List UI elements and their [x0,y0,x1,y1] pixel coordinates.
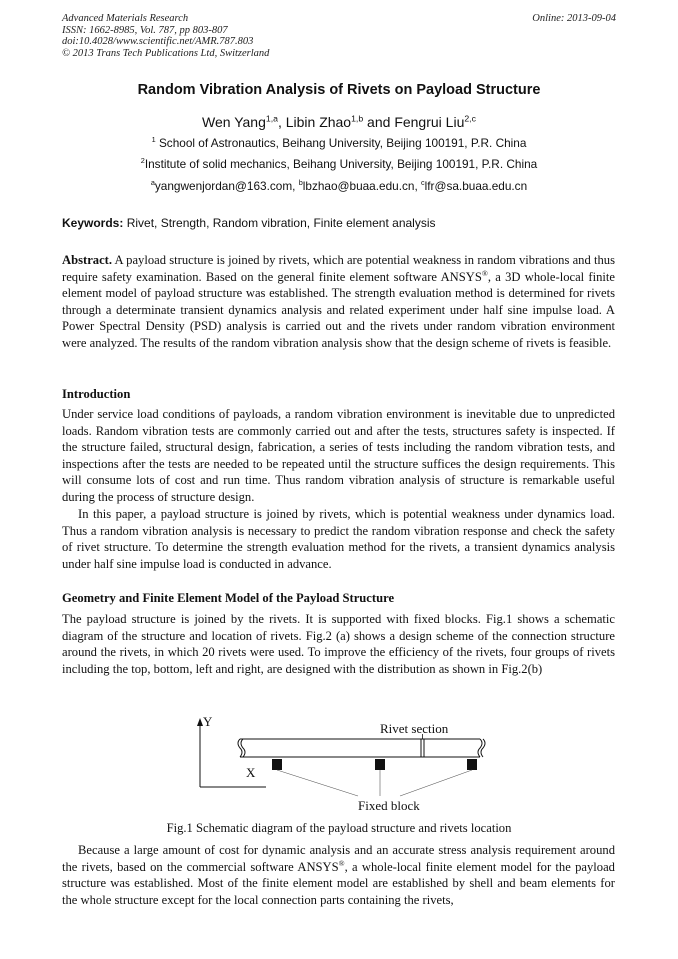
email-mark: a [150,178,155,188]
email-c: lfr@sa.buaa.edu.cn [424,179,528,193]
abstract-label: Abstract. [62,253,113,267]
fixed-block [375,759,385,770]
author-name: Fengrui Liu [394,114,465,130]
journal-header [62,13,269,59]
journal-copyright: © 2013 Trans Tech Publications Ltd, Switzerland [62,47,270,59]
figure-1-caption: Fig.1 Schematic diagram of the payload structure and rivets location [166,821,512,835]
section-heading-introduction: Introduction [62,387,131,401]
figure-1-diagram [188,712,498,816]
journal-doi: doi:10.4028/www.scientific.net/AMR.787.803 [62,36,254,47]
email-mark: c [421,178,425,188]
keywords-text: Rivet, Strength, Random vibration, Finite element analysis [123,216,436,230]
email-b: lbzhao@buaa.edu.cn, [302,179,421,193]
geometry-text-cont: , a whole-local finite element model for the payload structure was established. Most of the finite element model are established by shell and beam elements for the whole structure except for the local connection parts containing the rivets, [62,859,615,907]
author-name: Wen Yang [202,114,266,130]
y-axis-label: Y [203,714,213,729]
leader-line [277,770,358,796]
abstract-text: A payload structure is joined by rivets, which are potential weakness in random vibrations and thus require safety examination. Based on the general finite element software ANSYS [62,253,615,284]
keywords-label: Keywords: [62,216,124,230]
author-affiliation-mark: 2,c [464,113,476,124]
section-heading-geometry: Geometry and Finite Element Model of the Payload Structure [62,591,395,605]
email-a: yangwenjordan@163.com, [154,179,299,193]
x-axis-label: X [246,765,256,780]
intro-paragraph-1: Under service load conditions of payloads, a random vibration environment is inevitable due to unpredicted loads. Random vibration tests are commonly carried out and after the tests, structures safety is inspected. If the structure failed, structural design, fabrication, a series of tests including the random vibration tests, and inspections after the tests are needed to be repeated until the structure suffices the design requirements. This will consume lots of cost and run time. Thus random vibration analysis of structure is remarkable useful during the process of structure design. [62,407,615,504]
author-list [0,114,678,130]
geometry-text: Because a large amount of cost for dynamic analysis and an accurate stress analysis requirement around the rivets, based on the commercial software ANSYS [62,843,615,874]
affiliation-mark: 2 [140,156,145,166]
online-date: Online: 2013-09-04 [532,13,616,24]
abstract-text-cont: , a 3D whole-local finite element model of payload structure was established. The strength evaluation method is determined for rivets through a determinate transient dynamics analysis and related experiment under half sine impulse load. A Power Spectral Density (PSD) analysis is carried out and the rivets under random vibration environment were analyzed. The results of the random vibration analysis show that the design scheme of rivets is feasible. [62,269,615,350]
fixed-block-label: Fixed block [358,798,420,813]
affiliation-text: Institute of solid mechanics, Beihang University, Beijing 100191, P.R. China [144,157,538,171]
rivet-section-label: Rivet section [380,721,449,736]
affiliation-text: School of Astronautics, Beihang University, Beijing 100191, P.R. China [158,136,527,150]
leader-line [400,770,472,796]
geometry-paragraph-2 [62,842,615,908]
geometry-paragraph-1: The payload structure is joined by the rivets. It is supported with fixed blocks. Fig.1 shows a schematic diagram of the structure and location of rivets. Fig.2 (a) shows a design scheme of the connection structure around the rivets, in which 20 rivets were used. To improve the efficiency of the rivets, four groups of rivets including the top, bottom, left and right, are designed with the distribution as shown in Fig.2(b) [62,612,615,676]
email-mark: b [298,178,303,188]
paper-title: Random Vibration Analysis of Rivets on Payload Structure [137,82,541,98]
author-separator: , [277,114,286,130]
registered-mark: ® [338,858,345,868]
affiliation-1 [0,136,678,150]
fixed-block [272,759,282,770]
affiliation-2 [0,157,678,171]
figure-1-svg [188,712,498,816]
email-list [0,179,678,193]
author-affiliation-mark: 1,a [265,113,278,124]
affiliation-mark: 1 [151,135,156,145]
abstract [62,252,615,351]
journal-issn: ISSN: 1662-8985, Vol. 787, pp 803-807 [62,24,228,36]
author-affiliation-mark: 1,b [351,113,364,124]
fixed-block [467,759,477,770]
author-name: Libin Zhao [285,114,352,130]
author-separator: and [363,114,395,130]
intro-paragraph-2: In this paper, a payload structure is joined by rivets, which is potential weakness under dynamics load. Thus a random vibration analysis is necessary to predict the random vibration response and check the safety of rivet structure. To determine the strength evaluation method for the rivets, a transient dynamics analysis under half sine impulse load is conducted in advance. [62,507,615,571]
registered-mark: ® [481,268,488,278]
keywords [62,216,436,230]
journal-name: Advanced Materials Research [62,13,189,24]
